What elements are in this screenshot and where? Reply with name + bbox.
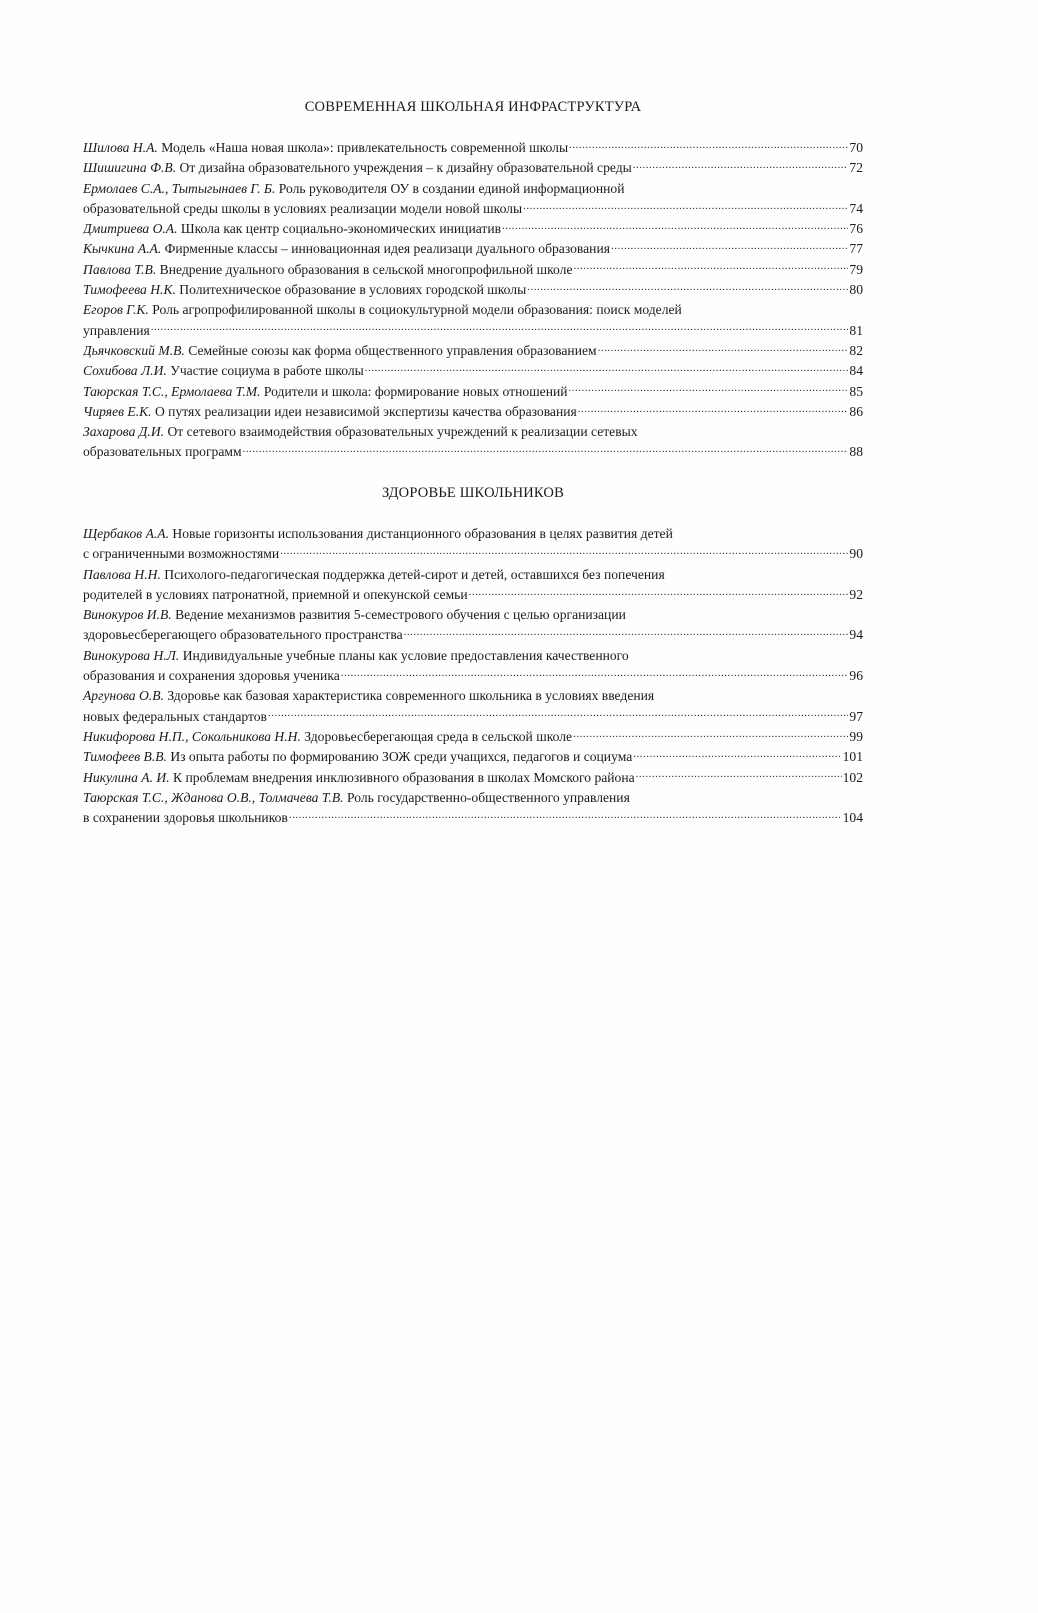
toc-entry-text [83, 666, 340, 686]
toc-entry-author: Тимофеев В.В. [83, 749, 167, 765]
toc-entry-text [83, 424, 638, 439]
toc-page-number: 101 [842, 749, 863, 765]
toc-entry-title: новых федеральных стандартов [83, 708, 267, 724]
toc-entry-author: Павлова Т.В. [83, 261, 157, 277]
toc-entry [83, 382, 863, 402]
toc-page-number: 97 [849, 708, 863, 724]
toc-page-number: 96 [849, 668, 863, 684]
toc-entry-text [83, 181, 625, 196]
toc-entry-author: Дмитриева О.А. [83, 221, 178, 237]
toc-entry-line [83, 646, 863, 666]
toc-entry-title: Семейные союзы как форма общественного управления образованием [188, 342, 597, 358]
toc-entry-author: Винокуров И.В. [83, 607, 172, 623]
toc-entry-title: К проблемам внедрения инклюзивного образования в школах Момского района [173, 769, 635, 785]
toc-page-number: 76 [849, 221, 863, 237]
toc-entry-text [83, 526, 673, 541]
toc-entry-text [83, 585, 468, 605]
toc-entry [83, 341, 863, 361]
toc-entry-title: здоровьесберегающего образовательного пространства [83, 627, 403, 643]
toc-entry-line [83, 300, 863, 320]
toc-entry-text [83, 219, 501, 239]
toc-entry-line [83, 402, 863, 422]
dot-leader [569, 382, 849, 396]
toc-page-number: 79 [849, 261, 863, 277]
toc-entry-title: Из опыта работы по формированию ЗОЖ среди учащихся, педагогов и социума [170, 749, 633, 765]
toc-list [83, 138, 863, 463]
toc-entry-line [83, 788, 863, 808]
toc-entry-title: Здоровье как базовая характеристика современного школьника в условиях введения [167, 688, 655, 704]
dot-leader [569, 138, 848, 152]
toc-entry-author: Захарова Д.И. [83, 424, 165, 440]
toc-entry-line [83, 727, 863, 747]
toc-entry-title: Новые горизонты использования дистанционного образования в целях развития детей [172, 526, 673, 541]
toc-entry-title: Роль руководителя ОУ в создании единой информационной [278, 180, 625, 196]
toc-entry-author: Павлова Н.Н. [83, 566, 161, 582]
toc-entry-author: Чиряев Е.К. [83, 403, 152, 419]
toc-entry [83, 219, 863, 239]
dot-leader [523, 199, 848, 213]
toc-entry [83, 280, 863, 300]
toc-entry-title: О путях реализации идеи независимой экспертизы качества образования [154, 403, 577, 419]
toc-page-number: 90 [849, 546, 863, 562]
dot-leader [636, 768, 842, 782]
toc-entry-title: Индивидуальные учебные планы как условие предоставления качественного [182, 647, 629, 663]
toc-entry-title: Школа как центр социально-экономических инициатив [180, 221, 502, 237]
toc-entry-line [83, 138, 863, 158]
toc-entry-author: Аргунова О.В. [83, 688, 164, 704]
toc-entry-text [83, 808, 288, 828]
section-title: СОВРЕМЕННАЯ ШКОЛЬНАЯ ИНФРАСТРУКТУРА [304, 99, 642, 115]
toc-entry-author: Егоров Г.К. [83, 302, 149, 318]
toc-page-number: 85 [849, 383, 863, 399]
toc-entry-title: От сетевого взаимодействия образовательных учреждений к реализации сетевых [167, 424, 638, 440]
toc-entry-line [83, 747, 863, 767]
toc-page-number: 74 [849, 200, 863, 216]
toc-entry-title: образовательных программ [83, 444, 242, 460]
toc-entry-line [83, 565, 863, 585]
dot-leader [404, 626, 849, 640]
toc-entry-title: Участие социума в работе школы [170, 363, 364, 379]
toc-entry-author: Винокурова Н.Л. [83, 647, 180, 663]
toc-entry [83, 239, 863, 259]
toc-entry-line [83, 219, 863, 239]
toc-entry-text [83, 707, 267, 727]
toc-entry-line [83, 666, 863, 686]
toc-page-number: 92 [849, 586, 863, 602]
toc-entry-title: в сохранении здоровья школьников [83, 810, 288, 826]
toc-entry-author: Щербаков А.А. [83, 526, 169, 541]
toc-entry-author: Кычкина А.А. [83, 241, 162, 257]
toc-entry-line [83, 585, 863, 605]
toc-entry-title: Фирменные классы – инновационная идея реализаци дуального образования [164, 241, 610, 257]
toc-entry-line [83, 544, 863, 564]
toc-entry [83, 768, 863, 788]
toc-entry-author: Шишигина Ф.В. [83, 160, 177, 176]
toc-entry-text [83, 625, 403, 645]
toc-entry-text [83, 567, 665, 582]
toc-entry [83, 565, 863, 606]
toc-entry-line [83, 321, 863, 341]
toc-entry-text [83, 199, 522, 219]
toc-entry-text [83, 138, 568, 158]
dot-leader [611, 240, 848, 254]
section-title: ЗДОРОВЬЕ ШКОЛЬНИКОВ [382, 485, 564, 501]
toc-entry-title: Внедрение дуального образования в сельской многопрофильной школе [159, 261, 573, 277]
toc-entry-line [83, 605, 863, 625]
toc-entry-text [83, 747, 632, 767]
dot-leader [243, 443, 849, 457]
toc-entry-author: Таюрская Т.С., Жданова О.В., Толмачева Т.В. [83, 789, 344, 805]
toc-entry-line [83, 442, 863, 462]
toc-entry [83, 138, 863, 158]
dot-leader [268, 707, 848, 721]
toc-entry-author: Дьячковский М.В. [83, 342, 185, 358]
toc-entry-text [83, 607, 626, 622]
toc-page-number: 94 [849, 627, 863, 643]
toc-page-number: 104 [842, 810, 863, 826]
toc-page-number: 84 [849, 363, 863, 379]
toc-entry-title: Роль государственно-общественного управления [347, 789, 630, 805]
toc-entry-text [83, 302, 682, 317]
toc-entry-line [83, 179, 863, 199]
toc-entry-title: Ведение механизмов развития 5-семестрового обучения с целью организации [175, 607, 626, 623]
toc-page-number: 88 [849, 444, 863, 460]
toc-page-number: 99 [849, 728, 863, 744]
toc-entry-text [83, 260, 572, 280]
toc-page-number: 77 [849, 241, 863, 257]
toc-entry-title: Политехническое образование в условиях городской школы [179, 282, 527, 298]
dot-leader [527, 280, 848, 294]
dot-leader [365, 362, 849, 376]
toc-entry-title: Модель «Наша новая школа»: привлекательность современной школы [161, 140, 569, 155]
dot-leader [502, 220, 848, 234]
toc-entry-title: с ограниченными возможностями [83, 546, 280, 562]
toc-entry [83, 605, 863, 646]
toc-entry [83, 686, 863, 727]
toc-page-number: 70 [849, 140, 863, 155]
toc-entry-title: Родители и школа: формирование новых отношений [263, 383, 568, 399]
toc-entry-text [83, 648, 629, 663]
toc-entry [83, 260, 863, 280]
toc-entry-line [83, 382, 863, 402]
toc-entry-line [83, 239, 863, 259]
dot-leader [578, 402, 849, 416]
dot-leader [573, 727, 848, 741]
toc-entry-title: Психолого-педагогическая поддержка детей-сирот и детей, оставшихся без попечения [164, 566, 665, 582]
toc-entry-line [83, 158, 863, 178]
toc-entry-line [83, 625, 863, 645]
toc-entry-text [83, 361, 364, 381]
dot-leader [633, 748, 841, 762]
toc-entry-line [83, 260, 863, 280]
toc-page-number: 86 [849, 403, 863, 419]
toc-entry-text [83, 158, 632, 178]
section-infrastructure [83, 98, 863, 463]
toc-page-number: 80 [849, 282, 863, 298]
toc-entry-line [83, 341, 863, 361]
toc-entry-line [83, 768, 863, 788]
toc-entry-line [83, 422, 863, 442]
toc-entry-text [83, 544, 279, 564]
toc-entry-text [83, 790, 630, 805]
toc-entry-text [83, 768, 635, 788]
toc-entry-author: Таюрская Т.С., Ермолаева Т.М. [83, 383, 261, 399]
toc-entry-line [83, 524, 863, 544]
toc-entry [83, 402, 863, 422]
toc-entry [83, 179, 863, 220]
toc-entry-title: управления [83, 322, 150, 338]
toc-entry-author: Никулина А. И. [83, 769, 170, 785]
toc-entry-text [83, 321, 150, 341]
toc-entry-line [83, 808, 863, 828]
toc-entry [83, 361, 863, 381]
toc-entry-author: Ермолаев С.А., Тытыгынаев Г. Б. [83, 180, 276, 196]
toc-entry-text [83, 239, 610, 259]
toc-entry-line [83, 686, 863, 706]
dot-leader [633, 159, 849, 173]
dot-leader [280, 545, 848, 559]
toc-entry-line [83, 199, 863, 219]
toc-entry-title: образовательной среды школы в условиях реализации модели новой школы [83, 200, 523, 216]
toc-entry-line [83, 707, 863, 727]
toc-entry [83, 727, 863, 747]
toc-entry [83, 788, 863, 829]
toc-entry-text [83, 341, 597, 361]
toc-entry-text [83, 688, 654, 703]
toc-entry-text [83, 382, 568, 402]
toc-entry-author: Никифорова Н.П., Сокольникова Н.Н. [83, 728, 301, 744]
toc-entry [83, 158, 863, 178]
toc-entry-text [83, 280, 526, 300]
toc-entry [83, 747, 863, 767]
toc-list [83, 524, 863, 828]
dot-leader [598, 341, 849, 355]
toc-entry-line [83, 361, 863, 381]
toc-entry-title: образования и сохранения здоровья ученика [83, 668, 340, 684]
toc-entry-text [83, 402, 577, 422]
toc-page-number: 72 [849, 160, 863, 176]
toc-entry [83, 646, 863, 687]
toc-entry-title: От дизайна образовательного учреждения – к дизайну образовательной среды [179, 160, 632, 176]
toc-entry-line [83, 280, 863, 300]
toc-entry-author: Шилова Н.А. [83, 140, 158, 155]
toc-entry-title: Здоровьесберегающая среда в сельской школе [304, 728, 573, 744]
toc-entry-title: Роль агропрофилированной школы в социокультурной модели образования: поиск моделей [152, 302, 682, 318]
toc-entry [83, 422, 863, 463]
dot-leader [469, 585, 849, 599]
section-health [83, 484, 863, 828]
toc-entry-author: Сохибова Л.И. [83, 363, 167, 379]
toc-page-number: 81 [849, 322, 863, 338]
toc-page-number: 82 [849, 342, 863, 358]
toc-entry-text [83, 442, 242, 462]
toc-entry-title: родителей в условиях патронатной, приемной и опекунской семьи [83, 586, 468, 602]
dot-leader [341, 666, 849, 680]
dot-leader [151, 321, 849, 335]
dot-leader [573, 260, 848, 274]
toc-entry-author: Тимофеева Н.К. [83, 282, 176, 298]
toc-page-number: 102 [842, 769, 863, 785]
toc-entry [83, 300, 863, 341]
toc-entry-text [83, 727, 572, 747]
dot-leader [289, 809, 842, 823]
toc-entry [83, 524, 863, 565]
